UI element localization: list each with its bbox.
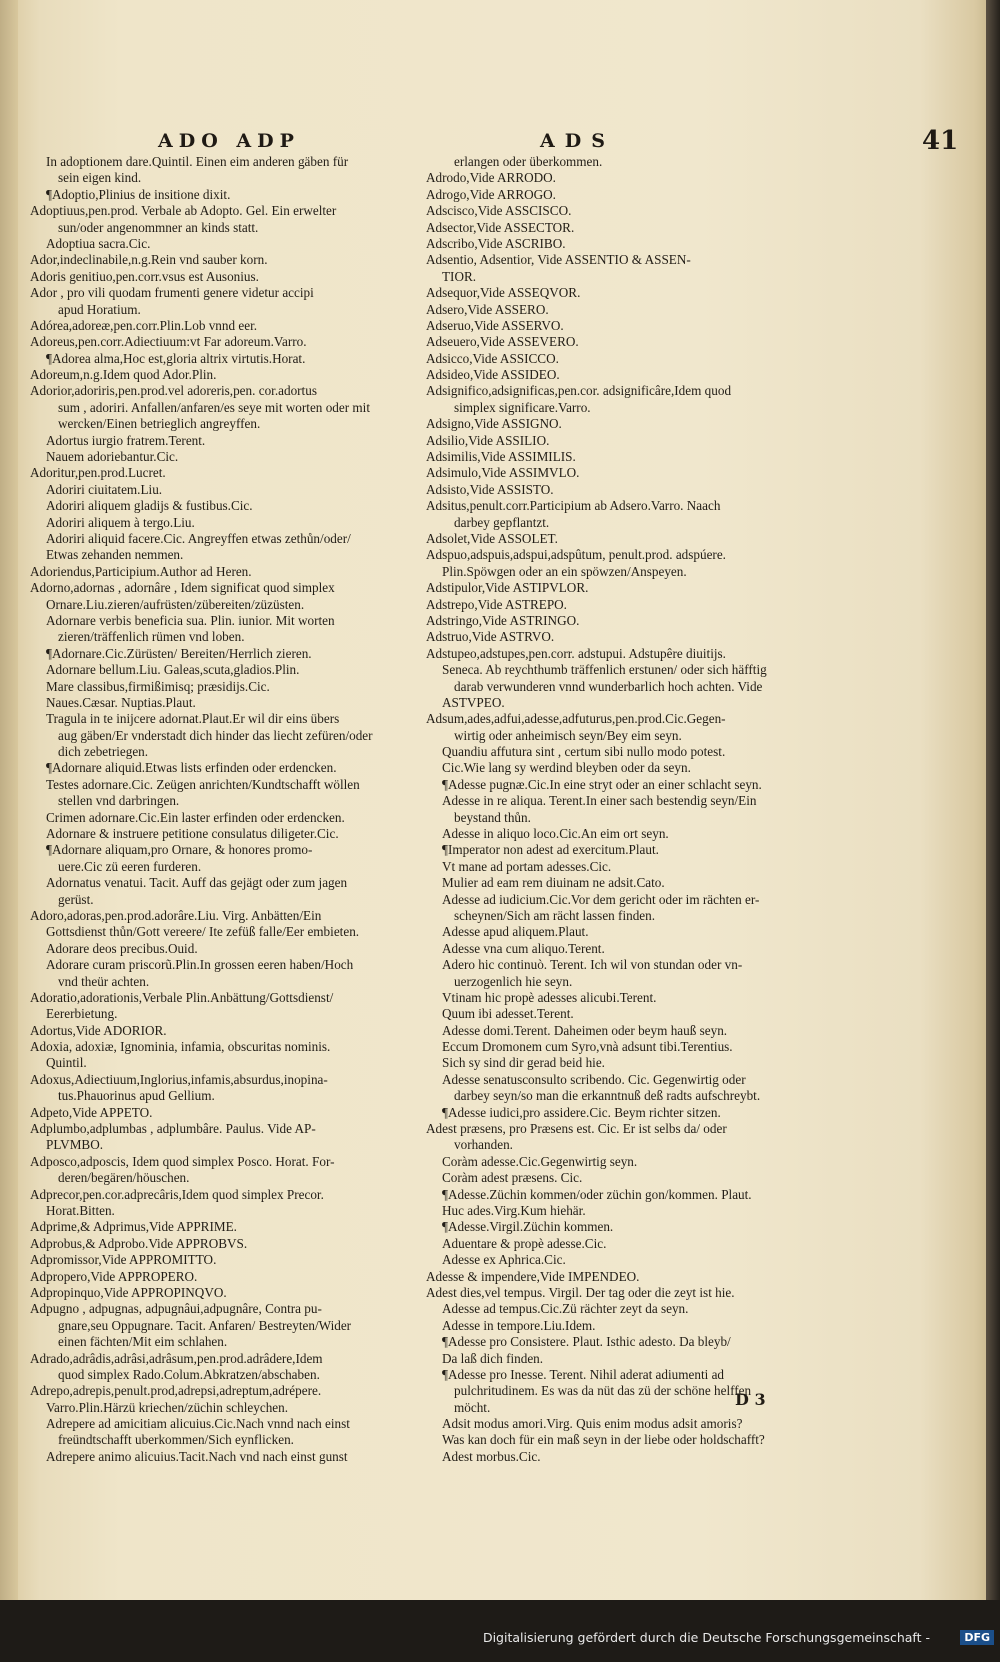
dictionary-line: ¶Adornare aliquam,pro Ornare, & honores promo- [46,842,313,858]
dictionary-line: Tragula in te inijcere adornat.Plaut.Er wil dir eins übers [46,711,340,727]
dictionary-line: Horat.Bitten. [46,1203,115,1218]
dictionary-line: Aduentare & propè adesse.Cic. [442,1235,607,1251]
dictionary-line: Plin.Spöwgen oder an ein spöwzen/Anspeyen. [442,563,687,579]
dictionary-line: möcht. [454,1399,491,1415]
dictionary-line: Adesse apud aliquem.Plaut. [442,924,589,940]
dictionary-line: Adesse domi.Terent. Daheimen oder beym hauß seyn. [442,1022,728,1038]
dictionary-line: ¶Adesse.Züchin kommen/oder züchin gon/kommen. Plaut. [442,1186,752,1202]
dictionary-line: Adseuero,Vide ASSEVERO. [426,334,579,350]
dictionary-line: Adero hic continuò. Terent. Ich wil von stundan oder vn- [442,957,743,973]
dictionary-line: PLVMBO. [46,1137,104,1153]
dictionary-line: Adsignifico,adsignificas,pen.cor. adsignificâre,Idem quod [426,383,732,399]
dictionary-line: Adplumbo,adplumbas , adplumbâre. Paulus. Vide AP- [30,1121,316,1137]
dictionary-line: ¶Adesse pugnæ.Cic.In eine stryt oder an einer schlacht seyn. [442,776,762,792]
dictionary-line: freündtschafft uberkommen/Sich eynflicken. [58,1432,294,1448]
dictionary-line: Adoratio,adorationis,Verbale Plin.Anbättung/Gottsdienst/ [30,989,334,1005]
dictionary-line: Adrepo,adrepis,penult.prod,adrepsi,adreptum,adrépere. [30,1383,322,1399]
dictionary-line: Adest præsens, pro Præsens est. Cic. Er ist selbs da/ oder [426,1121,727,1137]
dictionary-line: Adesse ex Aphrica.Cic. [442,1252,566,1268]
dictionary-line: ¶Adesse.Virgil.Züchin kommen. [442,1219,614,1235]
dictionary-line: erlangen oder überkommen. [454,154,603,169]
dictionary-line: Naues.Cæsar. Nuptias.Plaut. [46,694,196,710]
dictionary-line: Was kan doch für ein maß seyn in der liebe oder holdschafft? [442,1432,765,1448]
footer-text: Digitalisierung gefördert durch die Deutsche Forschungsgemeinschaft - [482,1630,930,1645]
dictionary-line: Adstipulor,Vide ASTIPVLOR. [426,580,589,596]
dictionary-line: Adposco,adposcis, Idem quod simplex Posco. Horat. For- [30,1153,335,1169]
dictionary-line: ¶Adesse iudici,pro assidere.Cic. Beym richter sitzen. [442,1104,721,1120]
dictionary-line: Varro.Plin.Härzü kriechen/züchin schleychen. [46,1399,289,1415]
dictionary-line: pulchritudinem. Es was da nüt das zü der schöne helffen [454,1383,752,1399]
dictionary-line: Adpropero,Vide APPROPERO. [30,1268,198,1284]
dictionary-line: Adstruo,Vide ASTRVO. [426,629,555,645]
dictionary-line: quod simplex Rado.Colum.Abkratzen/abschaben. [58,1366,320,1382]
dictionary-line: Adstrepo,Vide ASTREPO. [426,596,567,612]
dictionary-line: ¶Adornare.Cic.Zürüsten/ Bereiten/Herrlich zieren. [46,645,312,661]
dictionary-line: deren/begären/höuschen. [58,1170,190,1186]
dictionary-line: dich zebetriegen. [58,744,149,760]
dictionary-line: ASTVPEO. [442,694,505,710]
dictionary-line: wirtig oder anheimisch seyn/Bey eim seyn. [454,727,682,743]
dictionary-line: Adsentio, Adsentior, Vide ASSENTIO & ASSEN- [426,252,691,268]
dictionary-line: Adesse in re aliqua. Terent.In einer sach bestendig seyn/Ein [442,793,757,809]
dictionary-line: einen fächten/Mit eim schlahen. [58,1334,228,1350]
dictionary-line: TIOR. [442,268,477,284]
dictionary-line: Adstringo,Vide ASTRINGO. [426,612,580,628]
page-number: 41 [922,126,959,156]
dictionary-line: gerüst. [58,891,94,907]
dictionary-line: Adrepere ad amicitiam alicuius.Cic.Nach vnnd nach einst [46,1416,350,1432]
dictionary-line: Coràm adest præsens. Cic. [442,1170,583,1186]
dictionary-line: Adesse & impendere,Vide IMPENDEO. [426,1268,640,1284]
dictionary-line: Adesse senatusconsulto scribendo. Cic. Gegenwirtig oder [442,1071,746,1087]
dictionary-line: Adoritur,pen.prod.Lucret. [30,465,166,481]
dictionary-line: Adoro,adoras,pen.prod.adorâre.Liu. Virg. Anbätten/Ein [30,907,322,923]
dictionary-line: Adoriri aliquid facere.Cic. Angreyffen etwas zethůn/oder/ [46,530,351,546]
dictionary-line: darab verwunderen vnnd wunderbarlich hoch achten. Vide [454,678,763,694]
dictionary-line: uerzogenlich hie seyn. [454,973,573,989]
dictionary-line: Adest dies,vel tempus. Virgil. Der tag oder die zeyt ist hie. [426,1284,735,1300]
dictionary-line: Adornare & instruere petitione consulatus diligeter.Cic. [46,826,339,842]
dictionary-line: Adorior,adoriris,pen.prod.vel adoreris,pen. cor.adortus [30,383,317,399]
dictionary-line: Adorno,adornas , adornâre , Idem significat quod simplex [30,580,335,596]
signature-mark: D 3 [735,1390,766,1409]
dictionary-line: Ador,indeclinabile,n.g.Rein vnd sauber korn. [30,252,268,268]
dictionary-line: Vt mane ad portam adesses.Cic. [442,858,612,874]
dictionary-line: Adesse ad tempus.Cic.Zü rächter zeyt da seyn. [442,1301,689,1317]
dictionary-line: Adoriri aliquem à tergo.Liu. [46,514,195,530]
dictionary-line: Adprime,& Adprimus,Vide APPRIME. [30,1219,237,1235]
dictionary-line: Adoreum,n.g.Idem quod Ador.Plin. [30,367,217,383]
digitization-footer [0,1630,1000,1645]
dictionary-line: Adrogo,Vide ARROGO. [426,186,556,202]
dictionary-line: Testes adornare.Cic. Zeügen anrichten/Kundtschafft wöllen [46,776,360,792]
dictionary-line: Vtinam hic propè adesses alicubi.Terent. [442,989,657,1005]
dictionary-line: Adscisco,Vide ASSCISCO. [426,203,572,219]
dictionary-line: Adrepere animo alicuius.Tacit.Nach vnd nach einst gunst [46,1448,348,1464]
dictionary-line: Adoreus,pen.corr.Adiectiuum:vt Far adoreum.Varro. [30,334,307,350]
dictionary-line: Adseruo,Vide ASSERVO. [426,317,564,333]
dictionary-line: Adsit modus amori.Virg. Quis enim modus adsit amoris? [442,1416,743,1432]
dictionary-line: Mulier ad eam rem diuinam ne adsit.Cato. [442,875,665,891]
dictionary-line: Adornatus venatui. Tacit. Auff das gejägt oder zum jagen [46,875,348,891]
page-gutter [0,0,18,1662]
dictionary-line: Adprecor,pen.cor.adprecâris,Idem quod simplex Precor. [30,1186,324,1202]
dictionary-line: ¶Adorea alma,Hoc est,gloria altrix virtutis.Horat. [46,350,306,366]
dictionary-line: beystand thůn. [454,809,531,825]
dictionary-line: Nauem adoriebantur.Cic. [46,449,179,465]
dictionary-line: Gottsdienst thůn/Gott vereere/ Ite zefüß falle/Eer embieten. [46,924,360,940]
dictionary-line: tus.Phauorinus apud Gellium. [58,1088,215,1104]
dictionary-line: darbey gepflantzt. [454,514,550,530]
dictionary-line: wercken/Einen betrieglich angreyffen. [58,416,261,432]
dictionary-line: Adest morbus.Cic. [442,1448,541,1464]
dictionary-line: Adsisto,Vide ASSISTO. [426,481,554,497]
dictionary-line: Adsimulo,Vide ASSIMVLO. [426,465,580,481]
right-column [426,154,826,1465]
dictionary-line: Adsequor,Vide ASSEQVOR. [426,285,581,301]
dictionary-line: simplex significare.Varro. [454,399,591,415]
dictionary-line: vnd theür achten. [58,973,150,989]
dictionary-line: vorhanden. [454,1137,513,1153]
dictionary-line: Adesse in tempore.Liu.Idem. [442,1317,596,1333]
dictionary-line: Sich sy sind dir gerad beid hie. [442,1055,605,1071]
dictionary-line: Adspuo,adspuis,adspui,adspûtum, penult.prod. adspúere. [426,547,726,563]
dictionary-line: Adsilio,Vide ASSILIO. [426,432,550,448]
dictionary-line: Adpugno , adpugnas, adpugnâui,adpugnâre, Contra pu- [30,1301,322,1317]
dictionary-line: sein eigen kind. [58,170,142,186]
dictionary-line: Adoriendus,Participium.Author ad Heren. [30,563,252,579]
dictionary-line: Ornare.Liu.zieren/aufrüsten/zübereiten/züzüsten. [46,596,305,612]
dictionary-line: Adpromissor,Vide APPROMITTO. [30,1252,217,1268]
dictionary-line: Adpropinquo,Vide APPROPINQVO. [30,1284,227,1300]
dictionary-line: Etwas zehanden nemmen. [46,547,184,563]
dfg-logo: DFG [960,1630,994,1645]
dictionary-line: Quandiu affutura sint , certum sibi nullo modo potest. [442,744,726,760]
dictionary-line: Adornare verbis beneficia sua. Plin. iunior. Mit worten [46,612,335,628]
dictionary-line: Adoptiuus,pen.prod. Verbale ab Adopto. Gel. Ein erwelter [30,203,337,219]
dictionary-line: ¶Adesse pro Inesse. Terent. Nihil aderat adiumenti ad [442,1366,725,1382]
dictionary-line: Eccum Dromonem cum Syro,vnà adsunt tibi.Terentius. [442,1039,733,1055]
dictionary-line: sun/oder angenommner an kinds statt. [58,219,259,235]
header-left: ADO ADP [158,130,300,152]
dictionary-line: Adsolet,Vide ASSOLET. [426,530,558,546]
dictionary-line: Quintil. [46,1055,87,1071]
dictionary-line: Adsigno,Vide ASSIGNO. [426,416,562,432]
dictionary-line: gnare,seu Oppugnare. Tacit. Anfaren/ Bestreyten/Wider [58,1317,352,1333]
dictionary-line: ¶Adoptio,Plinius de insitione dixit. [46,186,231,202]
dictionary-line: Adesse in aliquo loco.Cic.An eim ort seyn. [442,826,669,842]
dictionary-line: Quum ibi adesset.Terent. [442,1006,574,1022]
dictionary-line: darbey seyn/so man die erkanntnuß deß radts aufschreybt. [454,1088,761,1104]
dictionary-line: Coràm adesse.Cic.Gegenwirtig seyn. [442,1153,638,1169]
dictionary-line: Cic.Wie lang sy werdind bleyben oder da seyn. [442,760,691,776]
dictionary-line: ¶Adornare aliquid.Etwas lists erfinden oder erdencken. [46,760,337,776]
dictionary-line: Adoriri aliquem gladijs & fustibus.Cic. [46,498,253,514]
dictionary-line: scheynen/Sich am rächt lassen finden. [454,907,656,923]
dictionary-line: Mare classibus,firmißimisq; præsidijs.Cic. [46,678,270,694]
dictionary-line: ¶Imperator non adest ad exercitum.Plaut. [442,842,659,858]
dictionary-line: Adsector,Vide ASSECTOR. [426,219,575,235]
dictionary-line: Adortus,Vide ADORIOR. [30,1022,167,1038]
dictionary-line: Adoxia, adoxiæ, Ignominia, infamia, obscuritas nominis. [30,1039,331,1055]
dictionary-line: Eererbietung. [46,1006,118,1022]
dictionary-line: Adstupeo,adstupes,pen.corr. adstupui. Adstupêre diuitijs. [426,645,726,661]
dictionary-line: Adorare deos precibus.Ouid. [46,940,198,956]
dictionary-line: apud Horatium. [58,301,141,317]
dictionary-line: stellen vnd darbringen. [58,793,180,809]
dictionary-line: Seneca. Ab reychthumb träffenlich erstunen/ oder sich häfftig [442,662,767,678]
dictionary-line: Crimen adornare.Cic.Ein laster erfinden oder erdencken. [46,809,345,825]
dictionary-line: sum , adoriri. Anfallen/anfaren/es seye mit worten oder mit [58,399,371,415]
dictionary-line: Huc ades.Virg.Kum hiehär. [442,1203,586,1218]
dictionary-line: Adsum,ades,adfui,adesse,adfuturus,pen.prod.Cic.Gegen- [426,711,726,727]
dictionary-line: Ador , pro vili quodam frumenti genere videtur accipi [30,285,314,301]
dictionary-line: Adórea,adoreæ,pen.corr.Plin.Lob vnnd eer. [30,317,258,333]
header-right: ADS [540,130,615,152]
dictionary-line: Adsimilis,Vide ASSIMILIS. [426,449,576,465]
dictionary-line: zieren/träffenlich rümen vnd loben. [58,629,245,645]
dictionary-line: aug gäben/Er vnderstadt dich hinder das liecht zefüren/oder [58,727,373,743]
dictionary-line: Adsitus,penult.corr.Participium ab Adsero.Varro. Naach [426,498,721,514]
dictionary-line: Adsero,Vide ASSERO. [426,301,549,317]
page-edge [986,0,1000,1600]
dictionary-line: Adesse vna cum aliquo.Terent. [442,940,605,956]
dictionary-line: Adrodo,Vide ARRODO. [426,170,556,186]
dictionary-line: Adornare bellum.Liu. Galeas,scuta,gladios.Plin. [46,662,300,678]
dictionary-line: Adesse ad iudicium.Cic.Vor dem gericht oder im rächten er- [442,891,760,907]
dictionary-line: Adsicco,Vide ASSICCO. [426,350,559,366]
dictionary-line: Adpeto,Vide APPETO. [30,1104,153,1120]
dictionary-line: Adortus iurgio fratrem.Terent. [46,432,206,448]
dictionary-line: Adoriri ciuitatem.Liu. [46,481,163,497]
left-column [30,154,405,1465]
dictionary-line: Adscribo,Vide ASCRIBO. [426,235,566,251]
dictionary-line: Adprobus,& Adprobo.Vide APPROBVS. [30,1235,248,1251]
dictionary-line: Adoptiua sacra.Cic. [46,235,151,251]
dictionary-line: In adoptionem dare.Quintil. Einen eim anderen gäben für [46,154,349,169]
dictionary-line: Adoris genitiuo,pen.corr.vsus est Ausonius. [30,268,259,284]
dictionary-line: ¶Adesse pro Consistere. Plaut. Isthic adesto. Da bleyb/ [442,1334,731,1350]
dictionary-line: Adrado,adrâdis,adrâsi,adrâsum,pen.prod.adrâdere,Idem [30,1350,323,1366]
dictionary-line: Da laß dich finden. [442,1350,544,1366]
dictionary-line: Adsideo,Vide ASSIDEO. [426,367,560,383]
dictionary-line: Adorare curam priscorũ.Plin.In grossen eeren haben/Hoch [46,957,354,973]
dictionary-line: Adoxus,Adiectiuum,Inglorius,infamis,absurdus,inopina- [30,1071,328,1087]
dictionary-line: uere.Cic zü eeren furderen. [58,858,202,874]
